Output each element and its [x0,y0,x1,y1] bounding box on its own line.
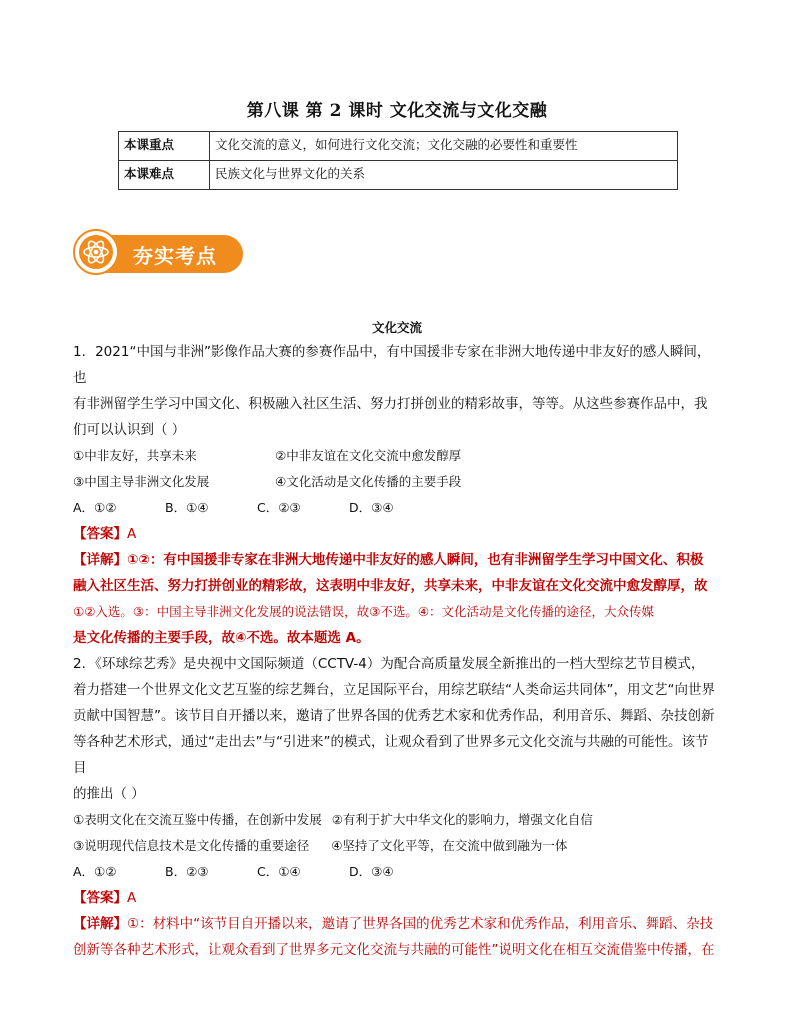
q1-choices [73,495,721,521]
answer-value: A [127,890,137,906]
choice-a: A．①② [73,864,117,879]
key-point-text: 文化交流的意义，如何进行文化交流；文化交融的必要性和重要性 [210,132,678,161]
detail-text: ①②：有中国援非专家在非洲大地传递中非友好的感人瞬间，也有非洲留学生学习中国文化、积极 [127,552,704,568]
section-banner [73,229,243,277]
q1-detail-line: 融入社区生活、努力打拼创业的精彩故，这表明中非友好，共享未来，中非友谊在文化交流中愈发醇厚，故 [73,578,708,594]
q1-options-row [73,443,721,469]
q1-option-1: ①中非友好，共享未来 [73,448,197,463]
choice-b: B．①④ [165,500,209,515]
table-row [119,132,678,161]
q2-stem-line: 的推出（ ） [73,786,145,802]
q1-options-row [73,469,721,495]
q1-option-4: ④文化活动是文化传播的主要手段 [275,474,462,489]
q1-detail-line: ①②入选。③：中国主导非洲文化发展的说法错误，故③不选。④：文化活动是文化传播的途径，大众传媒 [73,604,655,619]
q2-detail-line [73,911,721,937]
key-point-header: 本课重点 [119,132,210,161]
q1-stem-line: 们可以认识到（ ） [73,422,186,438]
q2-option-3: ③说明现代信息技术是文化传播的重要途径 [73,838,310,853]
banner-circle [73,229,119,275]
choice-c: C．①④ [257,864,301,879]
q2-detail-line: 创新等各种艺术形式，让观众看到了世界多元文化交流与共融的可能性”说明文化在相互交流借鉴中传播，在 [73,942,715,958]
answer-value: A [127,526,137,542]
q1-option-2: ②中非友谊在文化交流中愈发醇厚 [275,448,462,463]
questions [73,339,721,963]
q2-stem-line: 等各种艺术形式，通过“走出去”与“引进来”的模式，让观众看到了世界多元文化交流与共融的可能性。该节目 [73,734,709,776]
q2-option-2: ②有利于扩大中华文化的影响力，增强文化自信 [331,812,593,827]
lesson-title: 第八课 第 2 课时 文化交流与文化交融 [246,101,548,121]
q2-option-4: ④坚持了文化平等，在交流中做到融为一体 [331,838,568,853]
banner-label: 夯实考点 [133,244,217,268]
q1-option-3: ③中国主导非洲文化发展 [73,474,210,489]
q1-stem-line: 有非洲留学生学习中国文化、积极融入社区生活、努力打拼创业的精彩故事，等等。从这些参赛作品中，我 [73,396,708,412]
detail-label: 【详解】 [73,552,127,568]
q2-option-1: ①表明文化在交流互鉴中传播，在创新中发展 [73,812,322,827]
q1-detail-line [73,547,721,573]
q2-options-row [73,833,721,859]
difficult-point-header: 本课难点 [119,161,210,190]
q2-stem-line: 着力搭建一个世界文化文艺互鉴的综艺舞台，立足国际平台，用综艺联结“人类命运共同体”，用文艺“向世界 [73,682,715,698]
difficult-point-text: 民族文化与世界文化的关系 [210,161,678,190]
table-row [119,161,678,190]
choice-b: B．②③ [165,864,209,879]
q2-stem-line: 贡献中国智慧”。该节目自开播以来，邀请了世界各国的优秀艺术家和优秀作品，利用音乐、舞蹈、杂技创新 [73,708,715,724]
section-title: 文化交流 [371,320,422,335]
q1-detail-line: 是文化传播的主要手段，故④不选。故本题选 A。 [73,630,370,646]
detail-label: 【详解】 [73,916,127,932]
choice-d: D．③④ [349,864,394,879]
key-points-table [118,131,678,190]
answer-label: 【答案】 [73,890,127,906]
q1-answer [73,521,721,547]
detail-text: ①：材料中“该节目自开播以来，邀请了世界各国的优秀艺术家和优秀作品，利用音乐、舞蹈、杂技 [127,916,714,932]
q1-stem-line: 1．2021“中国与非洲”影像作品大赛的参赛作品中，有中国援非专家在非洲大地传递中非友好的感人瞬间，也 [73,344,711,386]
choice-c: C．②③ [257,500,301,515]
choice-a: A．①② [73,500,117,515]
q2-answer [73,885,721,911]
choice-d: D．③④ [349,500,394,515]
answer-label: 【答案】 [73,526,127,542]
q2-options-row [73,807,721,833]
atom-icon [79,235,113,269]
q2-stem-line: 2．《环球综艺秀》是央视中文国际频道（CCTV-4）为配合高质量发展全新推出的一档大型综艺节目模式， [73,656,705,672]
q2-choices [73,859,721,885]
